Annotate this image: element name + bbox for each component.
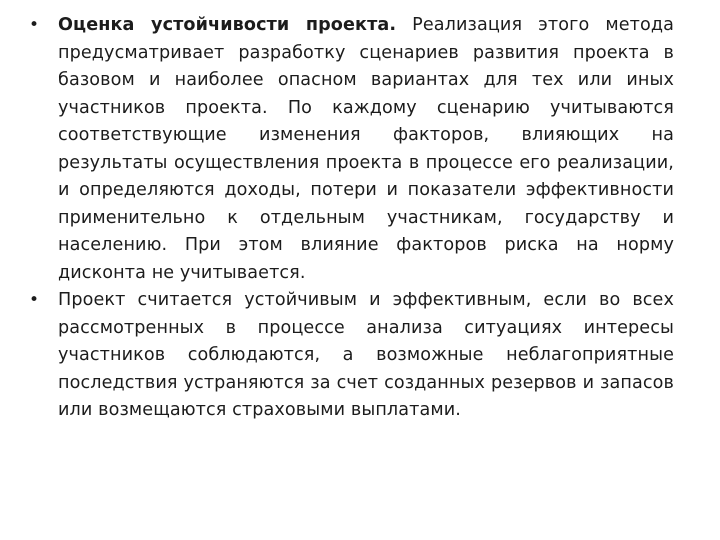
bullet-term: Оценка устойчивости проекта. xyxy=(58,15,397,35)
bullet-item-stability-assessment xyxy=(28,12,674,287)
bullet-marker: • xyxy=(29,290,40,310)
bullet-list xyxy=(28,12,674,425)
bullet-text: Реализация этого метода предусматривает разработку сценариев развития проекта в базовом и наиболее опасном вариантах для тех или иных участников проекта. По каждому сценарию учитываются соответствующие изменения факторов, влияющих на результаты осуществления проекта в процессе его реализации, и определяются доходы, потери и показатели эффективности применительно к отдельным участникам, государству и населению. При этом влияние факторов риска на норму дисконта не учитывается. xyxy=(58,15,674,283)
bullet-marker: • xyxy=(29,15,40,35)
bullet-text: Проект считается устойчивым и эффективным, если во всех рассмотренных в процессе анализа ситуациях интересы участников соблюдаются, а возможные неблагоприятные последствия устраняются за счет созданных резервов и запасов или возмещаются страховыми выплатами. xyxy=(58,290,674,420)
bullet-item-project-stability xyxy=(28,287,674,425)
